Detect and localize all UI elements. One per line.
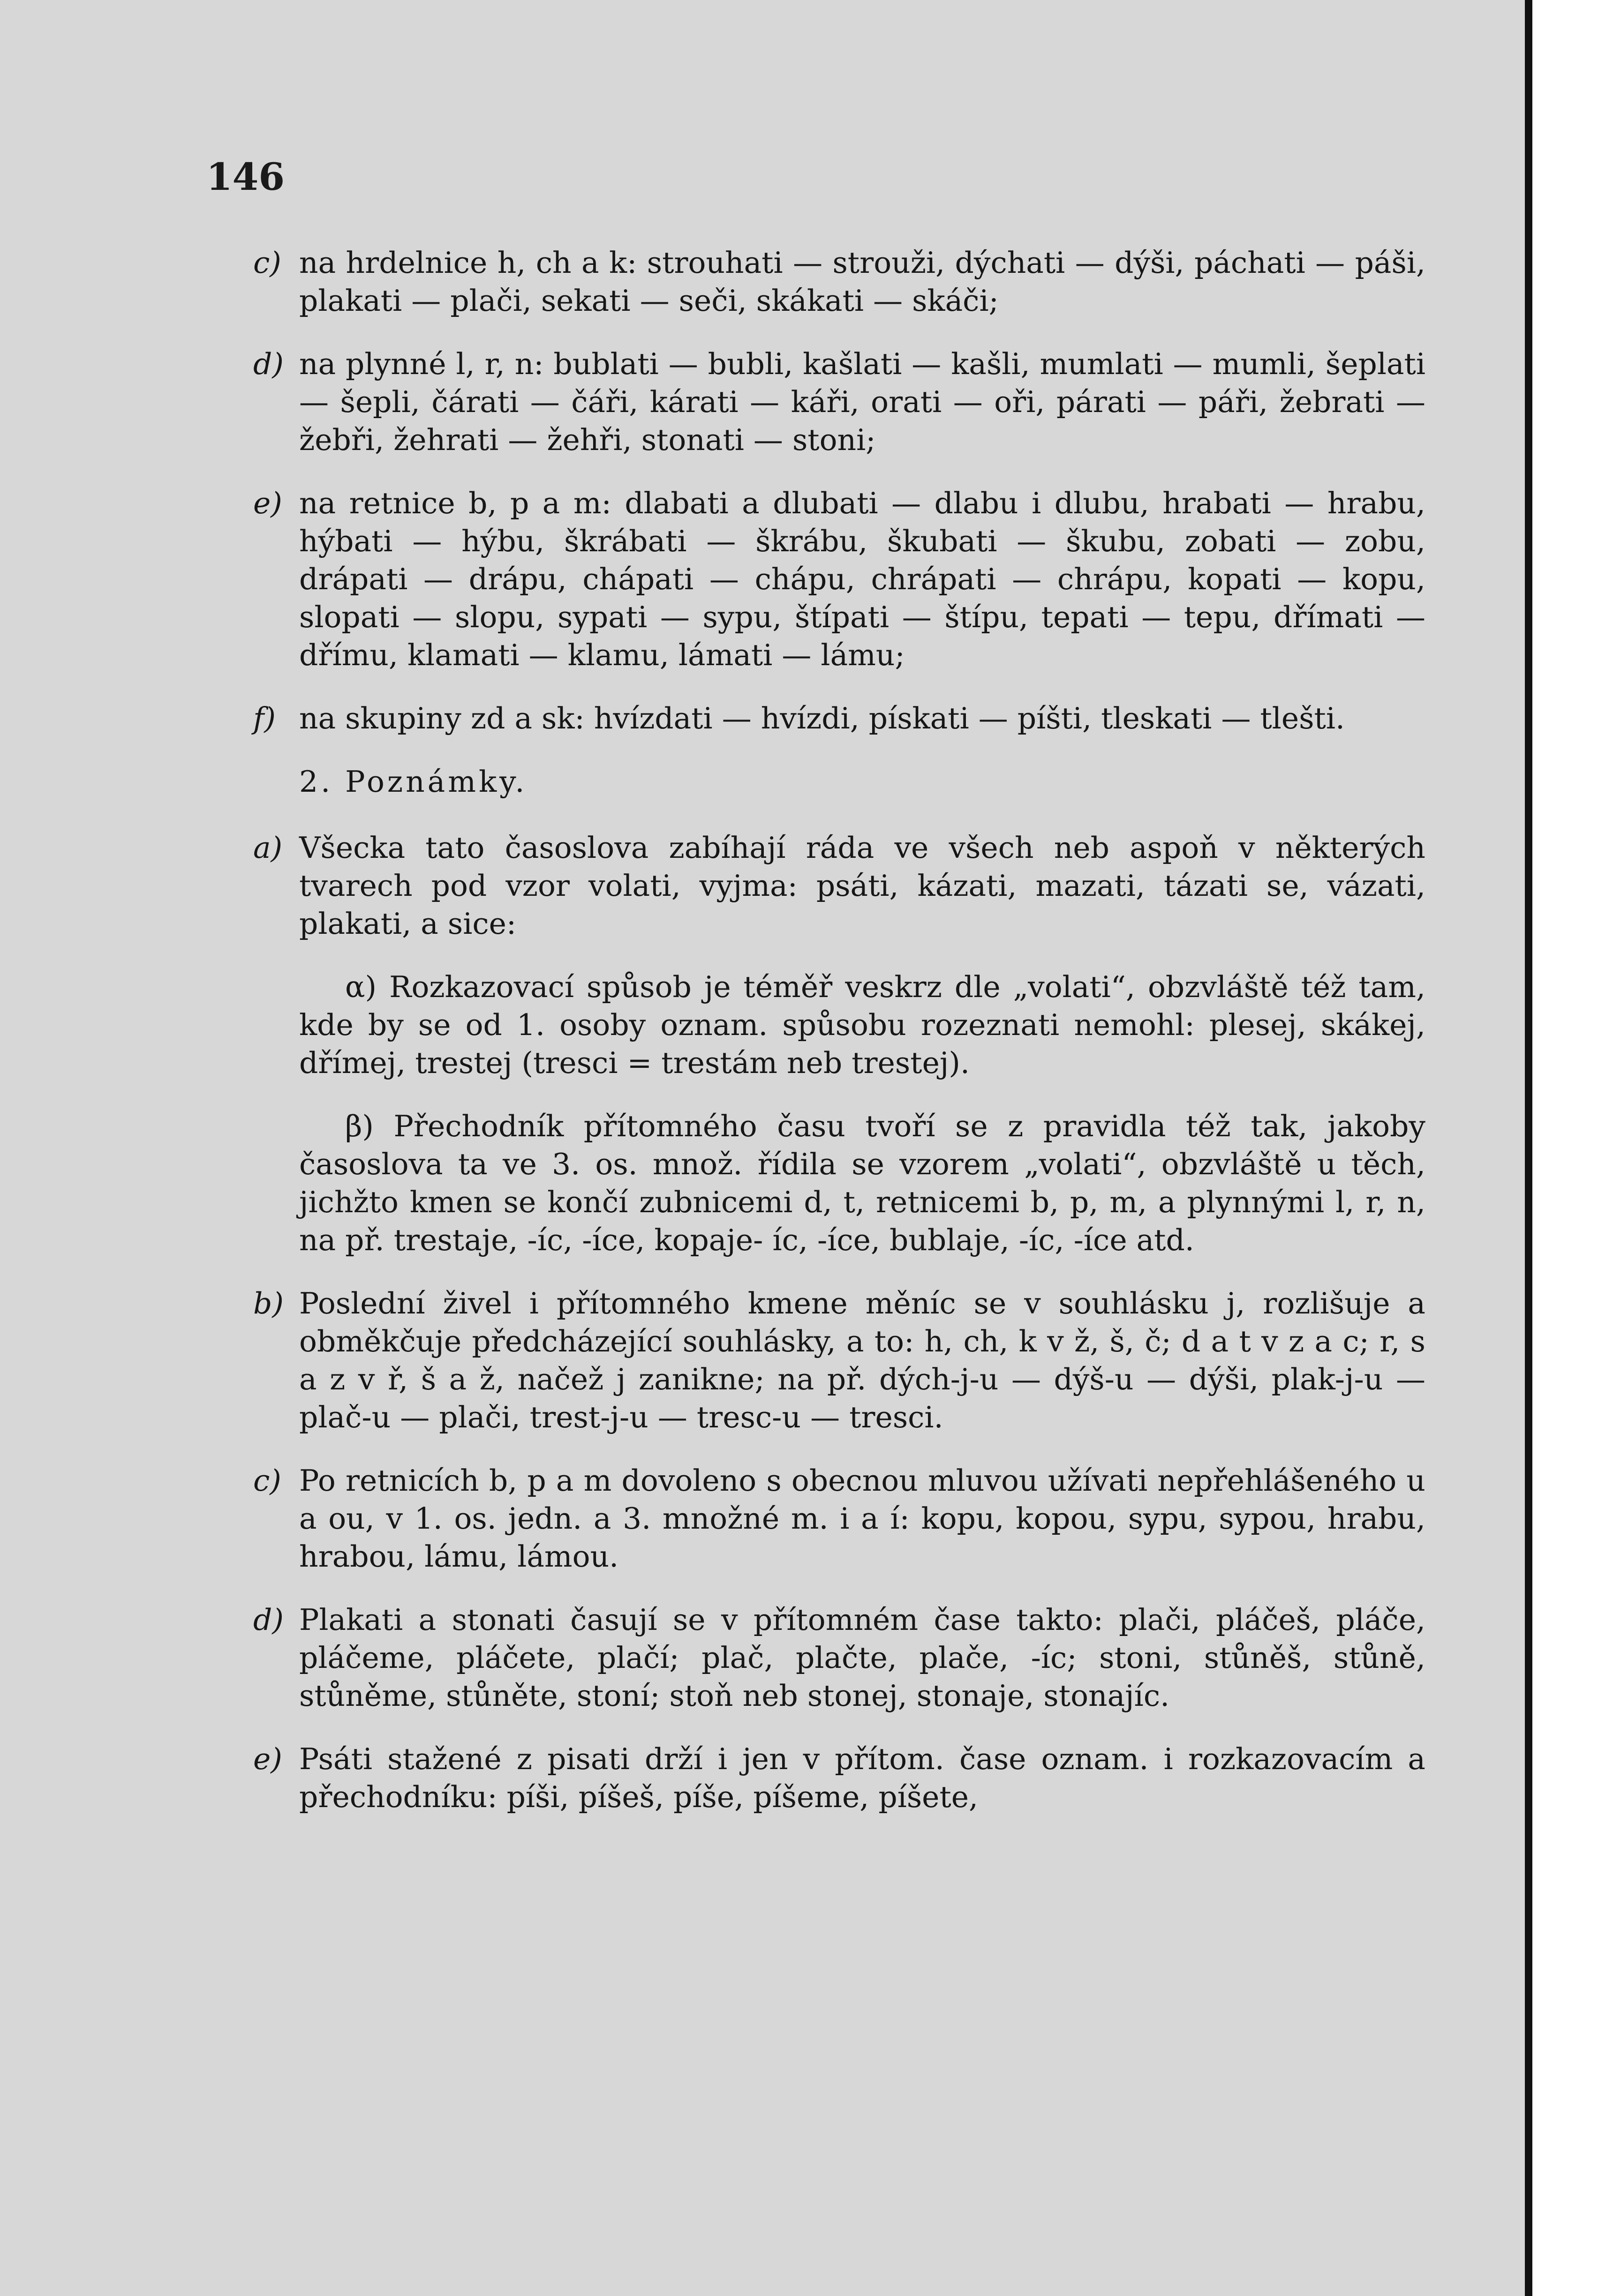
item-text: na plynné l, r, n: bublati — bubli, kašlati — kašli, mumlati — mumli, šeplati — šepli, čárati — čáři, kárati — káři, orati — oři, párati — páři, žebrati — žebři, žehrati — žehři, stonati — stoni; [299,347,1425,457]
item-marker: c) [253,246,281,280]
item-marker: e) [253,1742,282,1776]
item-marker: c) [253,1463,281,1498]
note-item-b [253,1284,1425,1436]
note-item-d [253,1601,1425,1715]
section1-item-f [253,699,1425,737]
item-marker: d) [253,347,284,381]
item-text: na skupiny zd a sk: hvízdati — hvízdi, pískati — píšti, tleskati — tlešti. [299,701,1345,735]
section-heading: 2. Poznámky. [299,765,528,799]
item-text: Všecka tato časoslova zabíhají ráda ve všech neb aspoň v některých tvarech pod vzor volati, vyjma: psáti, kázati, mazati, tázati se, vázati, plakati, a sice: [299,831,1425,941]
note-subitem-alpha: α) Rozkazovací spůsob je téměř veskrz dle „volati“, obzvláště též tam, kde by se od 1. osoby oznam. spůsobu rozeznati nemohl: plesej, skákej, dřímej, trestej (tresci = trestám neb trestej). [299,970,1425,1080]
item-marker: a) [253,831,283,865]
item-marker: f) [253,701,276,735]
page-body [253,244,1425,1841]
note-item-e [253,1740,1425,1816]
item-text: Po retnicích b, p a m dovoleno s obecnou mluvou užívati nepřehlášeného u a ou, v 1. os. jedn. a 3. množné m. i a í: kopu, kopou, sypu, sypou, hrabu, hrabou, lámu, lámou. [299,1463,1425,1574]
section1-item-d [253,345,1425,459]
item-text: Poslední živel i přítomného kmene měníc se v souhlásku j, rozlišuje a obměkčuje předcházející souhlásky, a to: h, ch, k v ž, š, č; d a t v z a c; r, s a z v ř, š a ž, načež j zanikne; na př. dých-j-u — dýš-u — dýši, plak-j-u — plač-u — plači, trest-j-u — tresc-u — tresci. [299,1286,1425,1434]
item-marker: b) [253,1286,284,1321]
item-text: na retnice b, p a m: dlabati a dlubati — dlabu i dlubu, hrabati — hrabu, hýbati — hýbu, škrábati — škrábu, škubati — škubu, zobati — zobu, drápati — drápu, chápati — chápu, chrápati — chrápu, kopati — kopu, slopati — slopu, sypati — sypu, štípati — štípu, tepati — tepu, dřímati — dřímu, klamati — klamu, lámati — lámu; [299,486,1425,672]
right-margin [1532,0,1598,2296]
note-subitem-beta: β) Přechodník přítomného času tvoří se z pravidla též tak, jakoby časoslova ta ve 3. os. množ. řídila se vzorem „volati“, obzvláště u těch, jichžto kmen se končí zubnicemi d, t, retnicemi b, p, m, a plynnými l, r, n, na př. trestaje, -íc, -íce, kopaje- íc, -íce, bublaje, -íc, -íce atd. [299,1109,1425,1257]
item-marker: e) [253,486,282,520]
note-item-a [253,829,1425,943]
item-text: Plakati a stonati časují se v přítomném čase takto: plači, pláčeš, pláče, pláčeme, pláčete, plačí; plač, plačte, plače, -íc; stoni, stůněš, stůně, stůněme, stůněte, stoní; stoň neb stonej, stonaje, stonajíc. [299,1603,1425,1713]
note-item-c [253,1462,1425,1576]
page-edge-line [1525,0,1532,2296]
section1-item-e [253,484,1425,674]
item-text: Psáti stažené z pisati drží i jen v přítom. čase oznam. i rozkazovacím a přechodníku: píši, píšeš, píše, píšeme, píšete, [299,1742,1425,1814]
item-text: na hrdelnice h, ch a k: strouhati — strouži, dýchati — dýši, páchati — páši, plakati — plači, sekati — seči, skákati — skáči; [299,246,1425,318]
page-number: 146 [206,155,285,199]
section1-item-c [253,244,1425,320]
item-marker: d) [253,1603,284,1637]
